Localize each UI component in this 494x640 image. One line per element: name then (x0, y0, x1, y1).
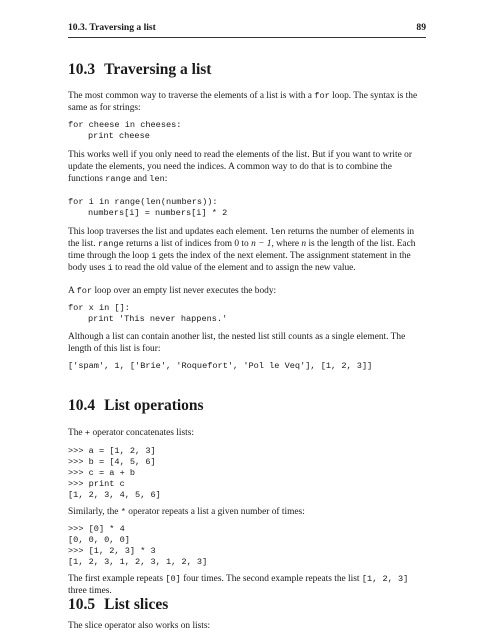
text: , where (271, 239, 302, 249)
inline-code: for (76, 286, 93, 296)
inline-code: range (97, 239, 124, 249)
code-line: >>> [1, 2, 3] * 3 (68, 546, 156, 556)
math: n − 1 (251, 239, 272, 249)
code-line: >>> c = a + b (68, 468, 136, 478)
code-line: for x in []: (68, 303, 130, 313)
code-block (68, 361, 426, 372)
paragraph (68, 149, 426, 185)
code-line: for cheese in cheeses: (68, 120, 182, 130)
text: Similarly, the (68, 507, 121, 517)
paragraph (68, 573, 426, 597)
code-block (68, 120, 426, 142)
inline-code: for (314, 91, 330, 101)
text: The (68, 428, 85, 438)
section-title: List operations (104, 397, 204, 414)
text: is the length of the list. Each time through the loop (68, 239, 416, 261)
paragraph (68, 90, 426, 114)
text: This loop traverses the list and updates each element. (68, 227, 271, 237)
text: The first example repeats (68, 574, 166, 584)
paragraph: Although a list can contain another list, the nested list still counts as a single element. The length of this list is four: (68, 332, 406, 354)
paragraph (68, 226, 426, 274)
code-line: numbers[i] = numbers[i] * 2 (88, 208, 228, 218)
inline-code: len (149, 174, 165, 184)
paragraph (68, 506, 426, 518)
text: to read the old value of the element and to assign the new value. (112, 263, 356, 273)
text: returns a list of indices from 0 to (123, 239, 252, 249)
code-line: ['spam', 1, ['Brie', 'Roquefort', 'Pol le Veq'], [1, 2, 3]] (68, 361, 373, 371)
code-block (68, 446, 426, 501)
code-block (68, 524, 426, 568)
code-line: print cheese (88, 131, 150, 141)
code-block (68, 303, 426, 325)
section-number: 10.5 (68, 596, 96, 613)
section-heading-10-3 (68, 61, 426, 79)
text: operator concatenates lists: (90, 428, 194, 438)
text: The most common way to traverse the elements of a list is with a (68, 91, 315, 101)
code-block (68, 197, 426, 219)
header-page-number: 89 (416, 22, 426, 33)
inline-code: i (107, 263, 113, 273)
text: four times. The second example repeats the list (180, 574, 362, 584)
inline-code: len (270, 227, 286, 237)
code-line: >>> a = [1, 2, 3] (68, 446, 156, 456)
section-heading-10-4 (68, 397, 426, 415)
section-number: 10.3 (68, 61, 96, 78)
math: n (301, 239, 307, 249)
running-header (68, 22, 426, 34)
text: gets the index of the next element. The assignment statement in the body uses (68, 251, 411, 273)
code-line: [1, 2, 3, 1, 2, 3, 1, 2, 3] (68, 557, 208, 567)
paragraph: The slice operator also works on lists: (68, 621, 211, 631)
inline-code: + (84, 428, 91, 438)
code-line: [1, 2, 3, 4, 5, 6] (68, 490, 161, 500)
text: and (131, 174, 150, 184)
text: operator repeats a list a given number of times: (125, 507, 305, 517)
section-number: 10.4 (68, 397, 96, 414)
section-title: List slices (104, 596, 169, 613)
paragraph (68, 427, 426, 439)
inline-code: [1, 2, 3] (361, 574, 409, 584)
code-line: >>> print c (68, 479, 125, 489)
header-rule (68, 37, 426, 38)
text: three times. (68, 586, 112, 596)
text: A (68, 286, 77, 296)
code-line: >>> b = [4, 5, 6] (68, 457, 156, 467)
inline-code: i (151, 251, 157, 261)
text: loop. The syntax is the same as for strings: (68, 91, 418, 113)
text: : (164, 174, 168, 184)
code-line: for i in range(len(numbers)): (68, 197, 218, 207)
inline-code: [0] (165, 574, 181, 584)
text: This works well if you only need to read the elements of the list. But if you want to write or update the elements, you need the indices. A common way to do that is to combine the functions (68, 150, 412, 184)
section-heading-10-5 (68, 596, 426, 614)
code-line: >>> [0] * 4 (68, 524, 125, 534)
text: returns the number of elements in the list. (68, 227, 415, 249)
inline-code: * (120, 507, 126, 517)
code-line: [0, 0, 0, 0] (68, 535, 130, 545)
paragraph (68, 285, 426, 297)
section-title: Traversing a list (104, 61, 212, 78)
text: loop over an empty list never executes the body: (92, 286, 277, 296)
inline-code: range (105, 174, 132, 184)
header-section-title: 10.3. Traversing a list (68, 22, 156, 33)
code-line: print 'This never happens.' (88, 314, 228, 324)
